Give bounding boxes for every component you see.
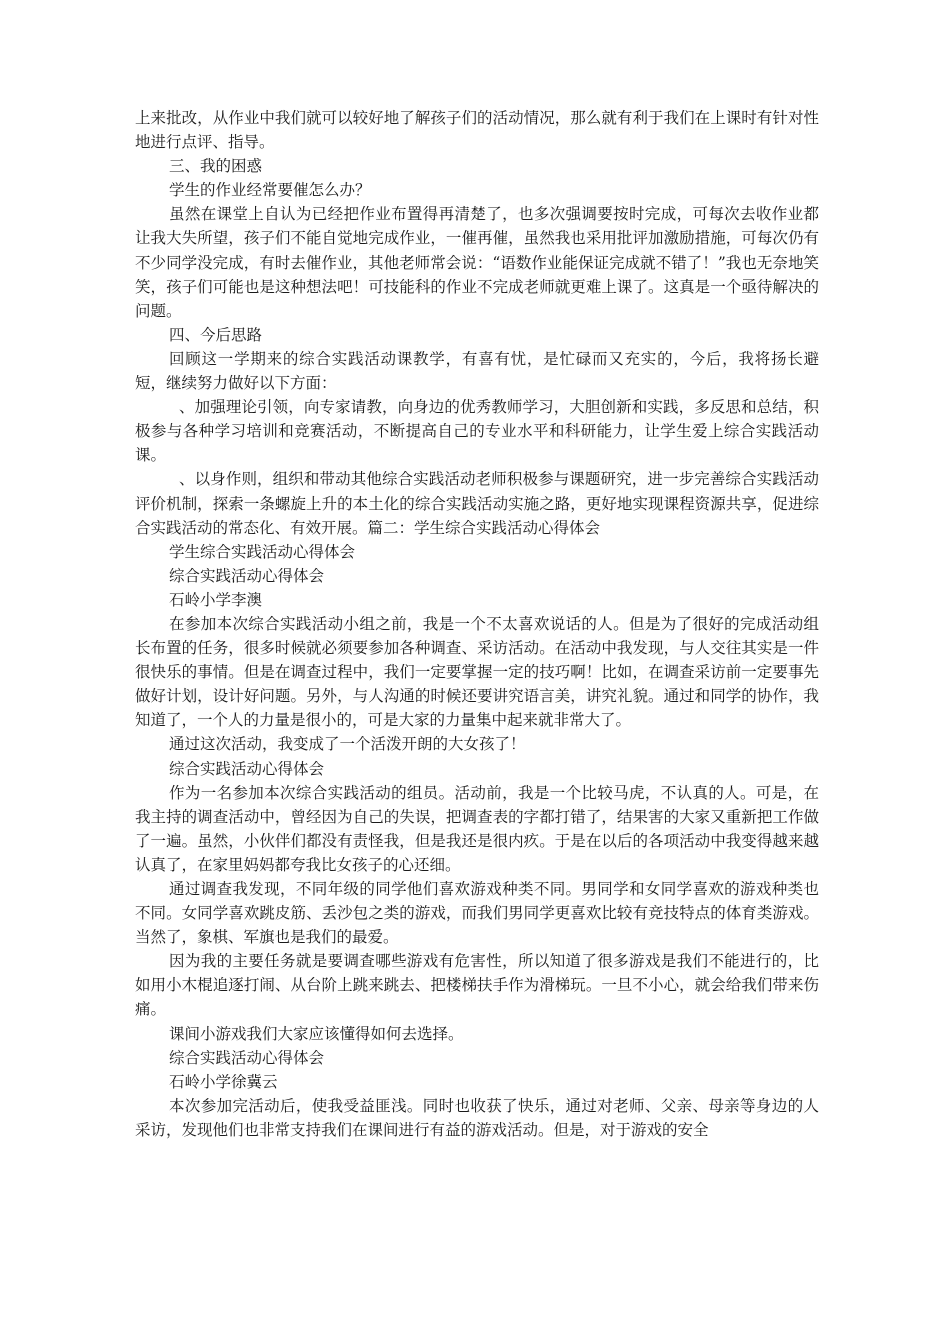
document-body [135,106,819,1142]
section-heading: 三、我的困惑 [169,157,263,176]
paragraph: 上来批改，从作业中我们就可以较好地了解孩子们的活动情况，那么就有利于我们在上课时有针对性地进行点评、指导。 [135,109,819,152]
paragraph: 因为我的主要任务就是要调查哪些游戏有危害性，所以知道了很多游戏是我们不能进行的，比如用小木棍追逐打闹、从台阶上跳来跳去、把楼梯扶手作为滑梯玩。一旦不小心，就会给我们带来伤痛。 [135,952,819,1019]
list-item: 、以身作则，组织和带动其他综合实践活动老师积极参与课题研究，进一步完善综合实践活动评价机制，探索一条螺旋上升的本土化的综合实践活动实施之路，更好地实现课程资源共享，促进综合实践活动的常态化、有效开展。篇二：学生综合实践活动心得体会 [135,470,819,537]
paragraph: 课间小游戏我们大家应该懂得如何去选择。 [169,1024,464,1043]
paragraph: 通过这次活动，我变成了一个活泼开朗的大女孩了！ [169,735,526,754]
essay-title: 综合实践活动心得体会 [169,1048,325,1067]
paragraph: 通过调查我发现，不同年级的同学他们喜欢游戏种类不同。男同学和女同学喜欢的游戏种类也不同。女同学喜欢跳皮筋、丢沙包之类的游戏，而我们男同学更喜欢比较有竞技特点的体育类游戏。当然了，象棋、军旗也是我们的最爱。 [135,880,819,947]
paragraph: 虽然在课堂上自认为已经把作业布置得再清楚了，也多次强调要按时完成，可每次去收作业都让我大失所望，孩子们不能自觉地完成作业，一催再催，虽然我也采用批评加激励措施，可每次仍有不少同学没完成，有时去催作业，其他老师常会说：“语数作业能保证完成就不错了！”我也无奈地笑笑，孩子们可能也是这种想法吧！可技能科的作业不完成老师就更难上课了。这真是一个亟待解决的问题。 [135,205,819,320]
essay-title: 综合实践活动心得体会 [169,566,325,585]
essay-author: 石岭小学李澳 [169,590,263,609]
paragraph: 在参加本次综合实践活动小组之前，我是一个不太喜欢说话的人。但是为了很好的完成活动组长布置的任务，很多时候就必须要参加各种调查、采访活动。在活动中我发现，与人交往其实是一件很快乐的事情。但是在调查过程中，我们一定要掌握一定的技巧啊！比如，在调查采访前一定要事先做好计划，设计好问题。另外，与人沟通的时候还要讲究语言美，讲究礼貌。通过和同学的协作，我知道了，一个人的力量是很小的，可是大家的力量集中起来就非常大了。 [135,614,819,730]
essay-title: 综合实践活动心得体会 [169,759,325,778]
essay-author: 石岭小学徐冀云 [169,1072,278,1091]
paragraph: 学生的作业经常要催怎么办？ [169,181,371,200]
paragraph: 本次参加完活动后，使我受益匪浅。同时也收获了快乐，通过对老师、父亲、母亲等身边的人采访，发现他们也非常支持我们在课间进行有益的游戏活动。但是，对于游戏的安全 [135,1096,819,1139]
paragraph: 回顾这一学期来的综合实践活动课教学，有喜有忧，是忙碌而又充实的，今后，我将扬长避短，继续努力做好以下方面： [135,349,819,393]
list-item: 、加强理论引领，向专家请教，向身边的优秀教师学习，大胆创新和实践，多反思和总结，积极参与各种学习培训和竞赛活动，不断提高自己的专业水平和科研能力，让学生爱上综合实践活动课。 [135,398,819,465]
section-heading: 四、今后思路 [169,325,263,344]
article-title: 学生综合实践活动心得体会 [169,542,356,561]
paragraph: 作为一名参加本次综合实践活动的组员。活动前，我是一个比较马虎，不认真的人。可是，在我主持的调查活动中，曾经因为自己的失误，把调查表的字都打错了，结果害的大家又重新把工作做了一遍。虽然，小伙伴们都没有责怪我，但是我还是很内疚。于是在以后的各项活动中我变得越来越认真了，在家里妈妈都夸我比女孩子的心还细。 [135,783,819,874]
